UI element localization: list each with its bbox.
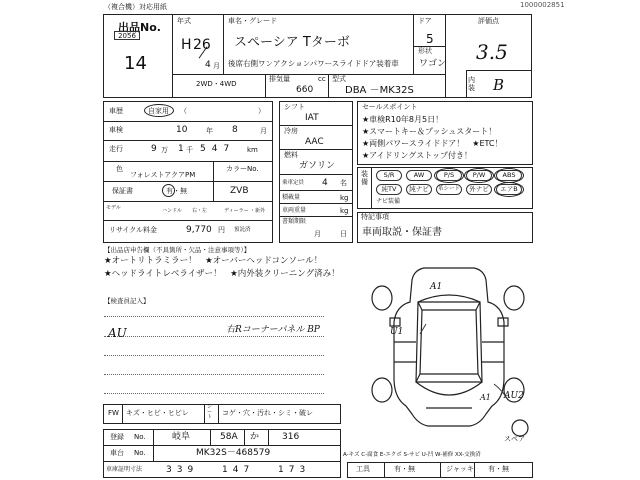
registration-label: 登録	[110, 433, 124, 441]
diagram-mark-u1: U1	[390, 327, 404, 337]
evaluation-score: 3.5	[476, 40, 508, 64]
jack-value: 有・無	[488, 465, 509, 473]
recycle-value: 9,770	[186, 225, 212, 235]
tool-value: 有・無	[394, 465, 415, 473]
warranty-circle	[162, 184, 175, 197]
spare-label: スペア	[504, 435, 525, 443]
vehicle-equipment: 後席右側ワンアクションパワースライドドア装着車	[228, 59, 399, 68]
handle-model-label: モデル	[106, 205, 121, 211]
registration-number: 316	[282, 432, 300, 442]
interior-score: B	[493, 76, 505, 94]
expiry-label: 書類期限	[282, 218, 307, 225]
chip-sr: S/R	[376, 170, 402, 181]
chassis-value: MK32S－468579	[196, 448, 271, 458]
chip-navi: 純ナビ	[406, 184, 432, 195]
tool-label: 工具	[356, 465, 370, 473]
dimensions-height: 173	[278, 465, 311, 475]
exhibitor-notes-label: 【出品店申告欄（不具箇所・欠品・注意事項等）】	[104, 246, 251, 254]
chip-abs: ABS	[496, 170, 522, 181]
doors-label: ドア	[418, 17, 432, 25]
chip-ext-navi: 外ナビ	[466, 184, 492, 195]
handle-value: 右・左	[192, 208, 208, 214]
inspection-month: 8	[232, 125, 238, 135]
handle-label: ハンドル	[162, 208, 183, 214]
chip-tv: 純TV	[376, 184, 402, 195]
diagram-mark-a1-top: A1	[430, 282, 443, 292]
equipment-label: 装備	[361, 170, 368, 186]
year-label: 年式	[177, 17, 191, 25]
name-label: 車名・グレード	[228, 17, 277, 25]
fw-stain: コゲ・穴・汚れ・シミ・破レ	[222, 409, 313, 417]
year-value: 26	[193, 37, 211, 53]
color-value: フォレストアクアPM	[130, 171, 196, 179]
form-number: 1000002851	[520, 1, 565, 9]
jack-label: ジャッキ	[446, 465, 474, 473]
diagram-mark-a1-rear: A1	[480, 393, 491, 402]
navi-label: ナビ装備	[376, 198, 401, 205]
warranty-value: 有・無	[166, 187, 187, 195]
mileage-label: 走行	[109, 145, 123, 153]
fuel-label: 燃料	[284, 151, 298, 159]
dimensions-width: 147	[222, 465, 255, 475]
ac-label: 冷房	[284, 127, 298, 135]
usage-circle	[144, 104, 174, 117]
fuel-value: ガソリン	[299, 161, 336, 171]
drive-type: 2WD・4WD	[196, 80, 237, 88]
sales-point-1: ★車検R10年8月5日！	[362, 115, 444, 124]
dealer-label: ディーラー	[224, 208, 249, 214]
chip-airbag: エアB	[496, 184, 522, 195]
sales-point-3: ★両側パワースライドドア！ ★ETC！	[362, 139, 503, 148]
inspector-note-1: AU	[108, 326, 127, 340]
recycle-note: 預託済	[234, 227, 251, 233]
mileage-sen: 1	[178, 144, 184, 154]
chip-aw: AW	[406, 170, 432, 181]
capacity-value: 4	[322, 178, 328, 188]
year-month-suffix: 月	[213, 62, 220, 70]
fw-seat: シート	[207, 404, 213, 420]
lot-label: 出品No.	[118, 21, 161, 34]
recycle-label: リサイクル料金	[109, 226, 158, 234]
year-month: 4	[205, 60, 211, 70]
lot-stamp: 2056	[114, 31, 140, 40]
sales-points-label: セールスポイント	[362, 103, 418, 111]
year-era: H	[181, 37, 192, 53]
mileage-man: 9	[151, 144, 157, 154]
fw-label: FW	[108, 409, 119, 417]
diagram-mark-au2: AU2	[504, 391, 524, 401]
inspection-label: 車検	[109, 126, 123, 134]
notes-label: 特記事項	[361, 213, 389, 221]
shift-label: シフト	[284, 103, 305, 111]
cc-unit: cc	[318, 75, 326, 83]
evaluation-label: 評価点	[478, 17, 499, 25]
doors-value: 5	[426, 32, 434, 46]
model-value: DBA －MK32S	[345, 85, 414, 96]
capacity-label: 乗車定員	[282, 180, 305, 186]
usage-label: 車歴	[109, 107, 123, 115]
dimensions-label: 車庫証明寸法	[106, 466, 143, 473]
warranty-label: 保証書	[112, 187, 133, 195]
registration-class: 58A	[220, 432, 238, 442]
color-label: 色	[116, 165, 123, 173]
damage-legend: A-キズ C-腐食 E-エクボ S-サビ U-凹 W-補修 XX-交換済	[343, 452, 481, 458]
inspector-note-2: 右Rコーナーパネル BP	[226, 325, 320, 335]
shape-value: ワゴン	[419, 59, 447, 69]
displacement-value: 660	[296, 85, 314, 95]
exhibitor-note-2: ★ヘッドライトレベライザー！ ★内外装クリーニング済み！	[104, 269, 340, 279]
interior-label: 内装	[468, 76, 475, 92]
usage-value: 自家用	[148, 107, 169, 115]
sales-point-4: ★アイドリングストップ付き！	[362, 151, 472, 160]
dealer-value: ・新外	[250, 208, 266, 214]
shift-value: IAT	[305, 113, 319, 123]
chip-pw: P/W	[466, 170, 492, 181]
form-title: （複合機）対応用紙	[104, 3, 167, 11]
vehicle-name: スペーシア Tターボ	[234, 35, 350, 50]
weight-label: 車両重量	[282, 207, 307, 214]
displacement-label: 排気量	[269, 75, 290, 83]
color-no-value: ZVB	[230, 186, 249, 196]
chip-leather: 革シート	[436, 184, 462, 195]
inspector-label: 【検査員記入】	[104, 297, 150, 305]
chip-ps: P/S	[436, 170, 462, 181]
registration-office: 岐阜	[172, 432, 191, 442]
mileage-rest: 547	[200, 144, 236, 154]
inspection-year: 10	[176, 125, 188, 135]
lot-number: 14	[124, 53, 147, 74]
chassis-label: 車台	[110, 449, 124, 457]
dimensions-length: 339	[166, 465, 199, 475]
car-damage-diagram	[362, 258, 534, 438]
model-label: 型式	[332, 75, 346, 83]
notes-value: 車両取説・保証書	[362, 227, 442, 238]
exhibitor-note-1: ★オートリトラミラー！ ★オーバーヘッドコンソール！	[104, 256, 323, 266]
registration-kana: か	[250, 432, 260, 442]
ac-value: AAC	[305, 137, 324, 147]
sales-point-2: ★スマートキー＆プッシュスタート！	[362, 127, 497, 136]
load-label: 積載量	[282, 194, 301, 201]
color-no-label: カラーNo.	[226, 165, 259, 173]
shape-label: 形状	[418, 47, 432, 55]
fw-items: キズ・ヒビ・ヒビレ	[126, 409, 189, 417]
